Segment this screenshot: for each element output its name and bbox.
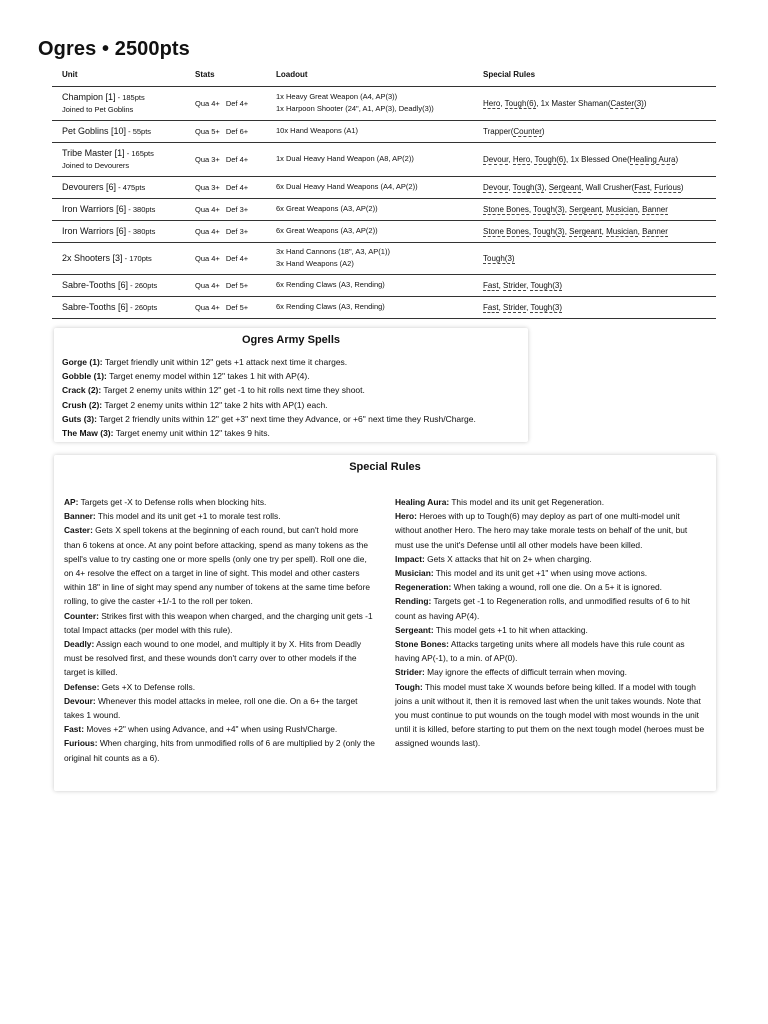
table-row: [52, 176, 716, 198]
rule-description: May ignore the effects of difficult terrain when moving.: [424, 667, 627, 678]
loadout-cell: [266, 296, 473, 318]
rule-entry: [395, 594, 706, 622]
quality-stat: Qua 4+: [195, 280, 220, 290]
unit-points: - 380pts: [126, 226, 156, 236]
rule-link[interactable]: Devour: [483, 154, 509, 164]
rule-text: ,: [601, 204, 607, 214]
rule-link[interactable]: Healing Aura: [629, 154, 676, 164]
rule-entry: [395, 552, 706, 566]
defense-stat: Def 4+: [225, 182, 249, 192]
special-rules-cell: [473, 198, 716, 220]
defense-stat: Def 6+: [225, 126, 249, 136]
loadout-cell: [266, 142, 473, 176]
stats-cell: [185, 142, 266, 176]
rule-text: , 1x Blessed One(: [566, 154, 630, 164]
rule-entry: [64, 509, 375, 523]
loadout-item: 6x Great Weapons (A3, AP(2)): [276, 226, 378, 235]
rule-link[interactable]: Tough(3): [530, 280, 563, 290]
rule-link[interactable]: Sergeant: [569, 204, 602, 214]
spell-description: Target 2 enemy units within 12" take 2 hits with AP(1) each.: [102, 399, 328, 410]
rule-text: ,: [508, 182, 513, 192]
unit-points: - 380pts: [126, 204, 156, 214]
column-header-stats: Stats: [185, 64, 266, 86]
loadout-item: 6x Dual Heavy Hand Weapons (A4, AP(2)): [276, 182, 418, 191]
table-row: [52, 296, 716, 318]
rule-text: ): [675, 154, 679, 164]
unit-cell: [52, 220, 185, 242]
page-title: Ogres • 2500pts: [38, 38, 190, 60]
rule-text: , Wall Crusher(: [581, 182, 635, 192]
rule-name: Caster:: [64, 525, 93, 536]
rule-link[interactable]: Caster(3): [610, 98, 644, 108]
rule-text: ,: [564, 226, 570, 236]
spell-name: Gobble (1):: [62, 371, 107, 382]
rule-entry: [395, 680, 706, 751]
loadout-item: 3x Hand Weapons (A2): [276, 259, 354, 268]
rule-name: Rending:: [395, 596, 432, 607]
unit-name: 2x Shooters [3]: [62, 252, 123, 263]
rule-name: Deadly:: [64, 639, 95, 650]
table-row: [52, 220, 716, 242]
spell-description: Target enemy unit within 12" takes 9 hits.: [113, 428, 270, 439]
stats-cell: [185, 198, 266, 220]
rule-entry: [64, 495, 375, 509]
spell-name: Guts (3):: [62, 413, 97, 424]
rule-link[interactable]: Banner: [642, 226, 668, 236]
rule-link[interactable]: Tough(6): [504, 98, 537, 108]
loadout-item: 10x Hand Weapons (A1): [276, 126, 358, 135]
loadout-cell: [266, 120, 473, 142]
stats-cell: [185, 176, 266, 198]
spell-description: Target 2 enemy units within 12" get -1 to hit rolls next time they shoot.: [101, 385, 365, 396]
rule-link[interactable]: Tough(3): [512, 182, 545, 192]
rule-description: This model and its unit get +1" when using move actions.: [433, 568, 648, 579]
rule-text: ,: [508, 154, 513, 164]
rule-text: ,: [637, 226, 643, 236]
rule-description: Moves +2" when using Advance, and +4" when using Rush/Charge.: [84, 724, 338, 735]
stats-cell: [185, 242, 266, 274]
spell-entry: [62, 398, 520, 412]
rule-name: Furious:: [64, 738, 98, 749]
loadout-item: 6x Rending Claws (A3, Rending): [276, 280, 385, 289]
special-rules-cell: [473, 242, 716, 274]
table-row: [52, 120, 716, 142]
rule-text: ,: [528, 204, 534, 214]
loadout-cell: [266, 198, 473, 220]
rule-description: Targets get -X to Defense rolls when blocking hits.: [78, 497, 267, 507]
quality-stat: Qua 4+: [195, 253, 220, 263]
spell-entry: [62, 412, 520, 426]
rule-link[interactable]: Strider: [503, 280, 527, 290]
table-header-row: [52, 64, 716, 86]
rule-entry: [64, 722, 375, 736]
rule-link[interactable]: Furious: [654, 182, 681, 192]
loadout-item: 1x Heavy Great Weapon (A4, AP(3)): [276, 92, 398, 101]
defense-stat: Def 5+: [225, 280, 249, 290]
rule-text: ,: [649, 182, 655, 192]
rule-link[interactable]: Tough(6): [534, 154, 567, 164]
rule-name: Healing Aura:: [395, 497, 450, 507]
loadout-item: 3x Hand Cannons (18", A3, AP(1)): [276, 247, 390, 256]
defense-stat: Def 3+: [225, 204, 249, 214]
spell-entry: [62, 426, 520, 440]
rule-entry: [395, 580, 706, 594]
unit-name: Devourers [6]: [62, 181, 117, 192]
loadout-item: 6x Rending Claws (A3, Rending): [276, 302, 385, 311]
loadout-cell: [266, 220, 473, 242]
rule-entry: [395, 665, 706, 679]
rule-link[interactable]: Fast: [634, 182, 650, 192]
rule-link[interactable]: Sergeant: [569, 226, 602, 236]
rule-link[interactable]: Strider: [503, 302, 527, 312]
rule-entry: [64, 694, 375, 722]
rule-entry: [64, 523, 375, 608]
unit-cell: [52, 198, 185, 220]
rule-name: Devour:: [64, 695, 96, 706]
column-header-loadout: Loadout: [266, 64, 473, 86]
spell-name: Gorge (1):: [62, 357, 103, 367]
rule-description: When taking a wound, roll one die. On a 5+ it is ignored.: [451, 582, 662, 593]
special-rules-card: [54, 455, 716, 791]
unit-name: Pet Goblins [10]: [62, 125, 127, 136]
stats-cell: [185, 220, 266, 242]
rule-text: ,: [544, 182, 549, 192]
unit-cell: [52, 274, 185, 296]
special-rules-cell: [473, 142, 716, 176]
rule-name: Musician:: [395, 568, 434, 579]
rule-link[interactable]: Hero: [512, 154, 531, 164]
rule-entry: [395, 566, 706, 580]
army-spells-card: [54, 328, 528, 442]
special-rules-cell: [473, 176, 716, 198]
quality-stat: Qua 5+: [195, 126, 220, 136]
spell-entry: [62, 369, 520, 383]
rule-entry: [64, 736, 375, 764]
spell-entry: [62, 355, 520, 369]
rule-description: Gets X spell tokens at the beginning of each round, but can't hold more than 6 tokens at once. At any point before attacking, spend as many tokens as the spell's value to try casting one or more spells (only one try per spell). Roll one die, on 4+ resolve the effect on a target in line of sight. This model and other casters within 18" in line of sight may spend any number of tokens at the same time before rolling, to give the caster +1/-1 to the roll per token.: [64, 525, 371, 607]
unit-points: - 165pts: [124, 149, 154, 158]
rule-name: Hero:: [395, 511, 417, 522]
quality-stat: Qua 4+: [195, 98, 220, 108]
rule-text: ,: [498, 280, 504, 290]
rule-text: ,: [601, 226, 607, 236]
table-row: [52, 242, 716, 274]
rule-link[interactable]: Musician: [606, 226, 638, 236]
rule-description: This model gets +1 to hit when attacking.: [433, 624, 588, 635]
rule-description: Heroes with up to Tough(6) may deploy as part of one multi-model unit without another Hero. The hero may take morale tests on behalf of the unit, but must use the unit's Defense until all other models have been killed.: [395, 511, 688, 550]
rule-name: Defense:: [64, 681, 100, 692]
unit-joined-to: Joined to Pet Goblins: [62, 105, 134, 114]
rule-name: Banner:: [64, 511, 96, 522]
unit-cell: [52, 296, 185, 318]
defense-stat: Def 5+: [225, 302, 249, 312]
quality-stat: Qua 3+: [195, 182, 220, 192]
rule-text: ,: [564, 204, 570, 214]
rule-name: Strider:: [395, 667, 425, 678]
rule-link[interactable]: Fast: [483, 280, 499, 290]
unit-points: - 475pts: [116, 182, 146, 192]
rule-description: This model must take X wounds before being killed. If a model with tough joins a unit without it, then it is removed last when the unit takes wounds. Note that you must continue to put wounds on the tough model with most wounds in the unit until it is killed, before starting to put them on the next tough model (heroes must be assigned wounds last).: [395, 681, 705, 749]
rule-description: Gets +X to Defense rolls.: [99, 681, 196, 692]
spell-description: Target enemy model within 12" takes 1 hit with AP(4).: [106, 371, 310, 382]
rule-text: ,: [530, 154, 535, 164]
rule-link[interactable]: Tough(3): [530, 302, 563, 312]
rule-name: Counter:: [64, 610, 99, 621]
special-rules-cell: [473, 86, 716, 120]
unit-points: - 260pts: [128, 280, 158, 290]
spell-name: Crack (2):: [62, 385, 102, 396]
rule-link[interactable]: Tough(3): [483, 253, 515, 263]
rule-text: ): [541, 126, 545, 136]
loadout-cell: [266, 274, 473, 296]
rule-description: Targets get -1 to Regeneration rolls, and unmodified results of 6 to hit count as having AP(4).: [395, 596, 690, 621]
defense-stat: Def 4+: [225, 98, 249, 108]
unit-points: - 55pts: [126, 126, 152, 136]
unit-cell: [52, 120, 185, 142]
special-rules-right-column: [395, 495, 706, 765]
rule-description: Strikes first with this weapon when charged, and the charging unit gets -1 total Impact attacks (per model with this rule).: [64, 610, 373, 635]
stats-cell: [185, 296, 266, 318]
rule-link[interactable]: Stone Bones: [483, 204, 529, 214]
defense-stat: Def 4+: [225, 154, 249, 164]
rule-text: ,: [498, 302, 504, 312]
unit-name: Sabre-Tooths [6]: [62, 279, 129, 290]
rule-text: ,: [526, 302, 531, 312]
quality-stat: Qua 3+: [195, 154, 220, 164]
stats-cell: [185, 120, 266, 142]
rule-description: Gets X attacks that hit on 2+ when charging.: [424, 553, 592, 564]
rule-name: Sergeant:: [395, 624, 434, 635]
spell-list: [62, 355, 520, 440]
rule-name: Stone Bones:: [395, 639, 449, 650]
special-rules-left-column: [64, 495, 375, 765]
rule-description: Whenever this model attacks in melee, roll one die. On a 6+ the target takes 1 wound.: [64, 695, 358, 721]
rule-text: ,: [500, 98, 505, 108]
rule-name: AP:: [64, 497, 79, 507]
rule-text: ,: [637, 204, 643, 214]
loadout-item: 1x Dual Heavy Hand Weapon (A8, AP(2)): [276, 154, 414, 163]
rule-description: Assign each wound to one model, and multiply it by X. Hits from Deadly must be resolved first, and these wounds don't carry over to other models if the target is killed.: [64, 639, 362, 678]
rule-name: Tough:: [395, 681, 423, 692]
army-roster-table: [52, 64, 716, 319]
rule-entry: [64, 609, 375, 637]
loadout-cell: [266, 242, 473, 274]
unit-cell: [52, 142, 185, 176]
unit-name: Sabre-Tooths [6]: [62, 301, 129, 312]
unit-points: - 185pts: [115, 93, 145, 102]
column-header-unit: Unit: [52, 64, 185, 86]
stats-cell: [185, 86, 266, 120]
unit-name: Iron Warriors [6]: [62, 225, 127, 236]
rule-link[interactable]: Hero: [483, 98, 501, 108]
rule-entry: [64, 680, 375, 694]
rule-entry: [395, 623, 706, 637]
unit-name: Iron Warriors [6]: [62, 203, 127, 214]
special-rules-cell: [473, 220, 716, 242]
rule-link[interactable]: Stone Bones: [483, 226, 529, 236]
rule-text: ): [643, 98, 647, 108]
unit-cell: [52, 242, 185, 274]
special-rules-title: Special Rules: [349, 461, 421, 473]
unit-cell: [52, 86, 185, 120]
rule-entry: [64, 637, 375, 680]
rule-link[interactable]: Devour: [483, 182, 509, 192]
unit-joined-to: Joined to Devourers: [62, 161, 130, 170]
defense-stat: Def 3+: [225, 226, 249, 236]
quality-stat: Qua 4+: [195, 302, 220, 312]
stats-cell: [185, 274, 266, 296]
rule-description: This model and its unit get Regeneration.: [449, 497, 605, 507]
quality-stat: Qua 4+: [195, 226, 220, 236]
rule-text: ): [680, 182, 684, 192]
spell-description: Target friendly unit within 12" gets +1 attack next time it charges.: [102, 357, 348, 367]
rule-entry: [395, 495, 706, 509]
table-row: [52, 198, 716, 220]
spell-name: Crush (2):: [62, 399, 103, 410]
rule-link[interactable]: Tough(3): [533, 204, 565, 214]
rule-name: Regeneration:: [395, 582, 452, 593]
spell-name: The Maw (3):: [62, 428, 114, 439]
loadout-cell: [266, 176, 473, 198]
rule-entry: [395, 509, 706, 552]
rule-name: Impact:: [395, 553, 425, 564]
defense-stat: Def 4+: [225, 253, 249, 263]
loadout-item: 6x Great Weapons (A3, AP(2)): [276, 204, 378, 213]
column-header-special-rules: Special Rules: [473, 64, 716, 86]
spell-description: Target 2 friendly units within 12" get +3" next time they Advance, or +6" next time they Rush/Charge.: [96, 413, 476, 424]
rule-description: When charging, hits from unmodified rolls of 6 are multiplied by 2 (only the original hit counts as a 6).: [64, 738, 375, 763]
special-rules-cell: [473, 274, 716, 296]
loadout-cell: [266, 86, 473, 120]
rule-link[interactable]: Fast: [483, 302, 499, 312]
rule-entry: [395, 637, 706, 665]
spell-entry: [62, 383, 520, 397]
rule-text: Trapper(: [483, 126, 514, 136]
unit-points: - 260pts: [128, 302, 158, 312]
table-row: [52, 142, 716, 176]
unit-points: - 170pts: [122, 253, 152, 263]
rule-link[interactable]: Banner: [642, 204, 668, 214]
rule-text: ,: [526, 280, 531, 290]
table-row: [52, 274, 716, 296]
unit-name: Champion [1]: [62, 92, 116, 102]
special-rules-cell: [473, 120, 716, 142]
rule-link[interactable]: Tough(3): [533, 226, 565, 236]
rule-text: ,: [528, 226, 534, 236]
loadout-item: 1x Harpoon Shooter (24", A1, AP(3), Deadly(3)): [276, 104, 434, 113]
rule-link[interactable]: Musician: [606, 204, 638, 214]
rule-description: This model and its unit get +1 to morale test rolls.: [95, 511, 281, 522]
rule-name: Fast:: [64, 724, 85, 735]
quality-stat: Qua 4+: [195, 204, 220, 214]
rule-description: Attacks targeting units where all models have this rule count as having AP(-1), to a min. of AP(0).: [395, 639, 685, 664]
army-spells-title: Ogres Army Spells: [241, 334, 341, 346]
unit-name: Tribe Master [1]: [62, 148, 125, 158]
unit-cell: [52, 176, 185, 198]
table-row: [52, 86, 716, 120]
rule-link[interactable]: Sergeant: [548, 182, 582, 192]
rule-text: , 1x Master Shaman(: [536, 98, 611, 108]
special-rules-cell: [473, 296, 716, 318]
rule-link[interactable]: Counter: [513, 126, 542, 136]
